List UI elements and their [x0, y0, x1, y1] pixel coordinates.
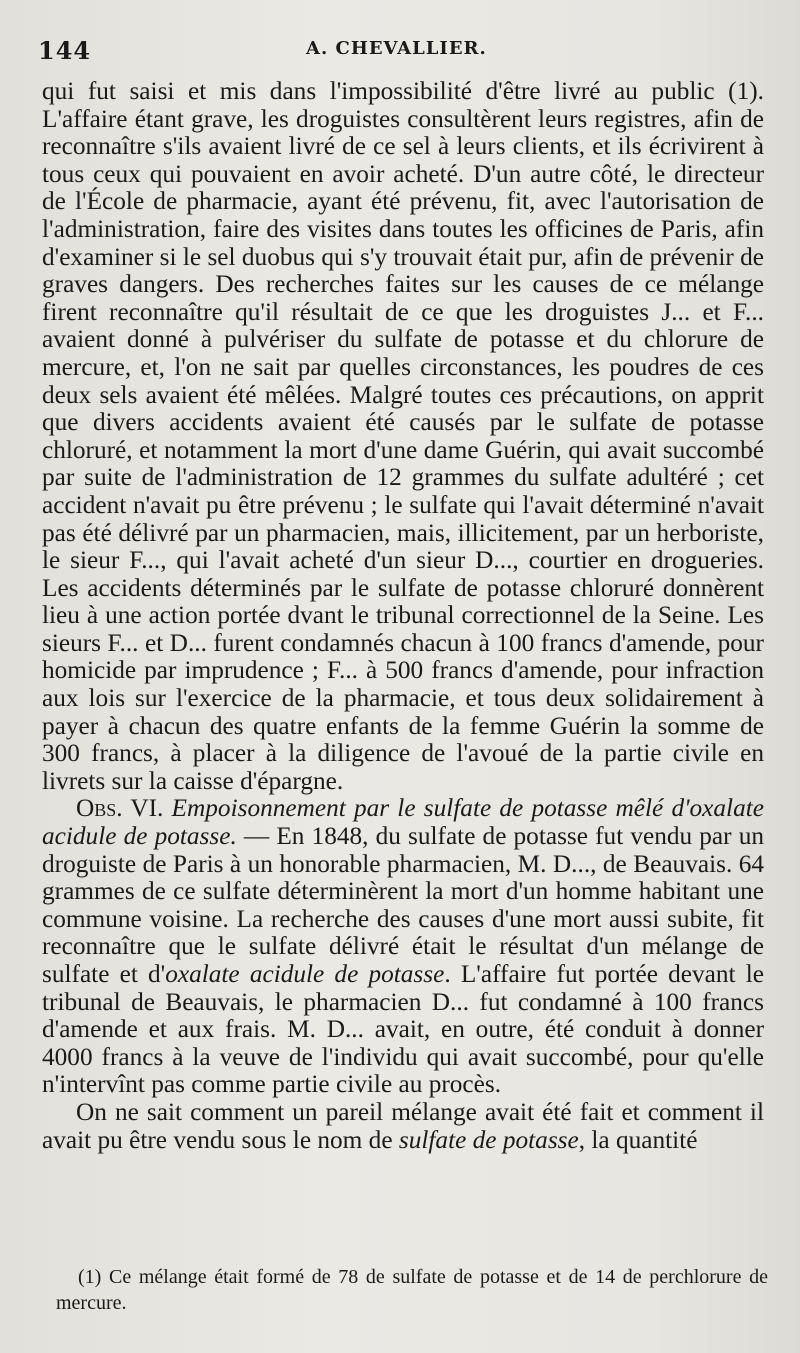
paragraph-1: qui fut saisi et mis dans l'impossibilité d'être livré au public (1). L'affaire étant grave, les droguistes consultèrent leurs registres, afin de reconnaître s'ils avaient livré de ce sel à leurs clients, et ils écrivirent à tous ceux qui pouvaient en avoir acheté. D'un autre côté, le directeur de l'École de pharmacie, ayant été prévenu, fit, avec l'autorisation de l'administration, faire des visites dans toutes les officines de Paris, afin d'examiner si le sel duobus qui s'y trouvait était pur, afin de prévenir de graves dangers. Des recherches faites sur les causes de ce mélange firent reconnaître qu'il résultait de ce que les droguistes J... et F... avaient donné à pulvériser du sulfate de potasse et du chlorure de mercure, et, l'on ne sait par quelles circonstances, les poudres de ces deux sels avaient été mêlées. Malgré toutes ces précautions, on apprit que divers accidents avaient été causés par le sulfate de potasse chloruré, et notamment la mort d'une dame Guérin, qui avait succombé par suite de l'administration de 12 grammes du sulfate adultéré ; cet accident n'avait pu être prévenu ; le sulfate qui l'avait déterminé n'avait pas été délivré par un pharmacien, mais, illicitement, par un herboriste, le sieur F..., qui l'avait acheté d'un sieur D..., courtier en drogueries. Les accidents déterminés par le sulfate de potasse chloruré donnèrent lieu à une action portée dvant le tribunal correctionnel de la Seine. Les sieurs F... et D... furent condamnés chacun à 100 francs d'amende, pour homicide par imprudence ; F... à 500 francs d'amende, pour infraction aux lois sur l'exercice de la pharmacie, et tous deux solidairement à payer à chacun des quatre enfants de la femme Guérin la somme de 300 francs, à placer à la diligence de l'avoué de la partie civile en livrets sur la caisse d'épargne. [42, 77, 764, 795]
paragraph-3-italic: sulfate de potasse [398, 1125, 579, 1154]
footnote-text: (1) Ce mélange était formé de 78 de sulfate de potasse et de 14 de perchlorure de mercure. [56, 1266, 768, 1314]
body-text [42, 78, 764, 1154]
paragraph-3-text-a: On ne sait comment un pareil mélange avait été fait et comment il avait pu être vendu sous le nom de [42, 1097, 764, 1154]
paragraph-3 [42, 1099, 764, 1154]
paragraph-2-text-a: — En 1848, du sulfate de potasse fut vendu par un droguiste de Paris à un honorable pharmacien, M. D..., de Beauvais. 64 grammes de ce sulfate déterminèrent la mort d'un homme habitant une commune voisine. La recherche des causes d'une mort aussi subite, fit reconnaître que le sulfate délivré était le résultat d'un mélange de sulfate et d' [42, 822, 764, 988]
paragraph-2-italic: oxalate acidule de potasse [165, 960, 445, 988]
running-head: A. CHEVALLIER. [306, 38, 487, 59]
page-header [38, 36, 760, 66]
footnote [56, 1264, 768, 1316]
paragraph-2-text-b: . L'affaire fut portée devant le tribunal de Beauvais, le pharmacien D... fut condamné à 100 francs d'amende et aux frais. M. D... avait, en outre, été conduit à donner 4000 francs à la veuve de l'individu qui avait succombé, pour qu'elle n'intervînt pas comme partie civile au procès. [42, 960, 764, 1099]
observation-title: Empoisonnement par le sulfate de potasse mêlé d'oxalate acidule de potasse. [42, 794, 764, 851]
observation-label: Obs. VI. [76, 794, 164, 823]
paragraph-obs-vi [42, 795, 764, 1099]
paragraph-3-text-b: , la quantité [578, 1125, 698, 1154]
page-number: 144 [38, 36, 92, 65]
